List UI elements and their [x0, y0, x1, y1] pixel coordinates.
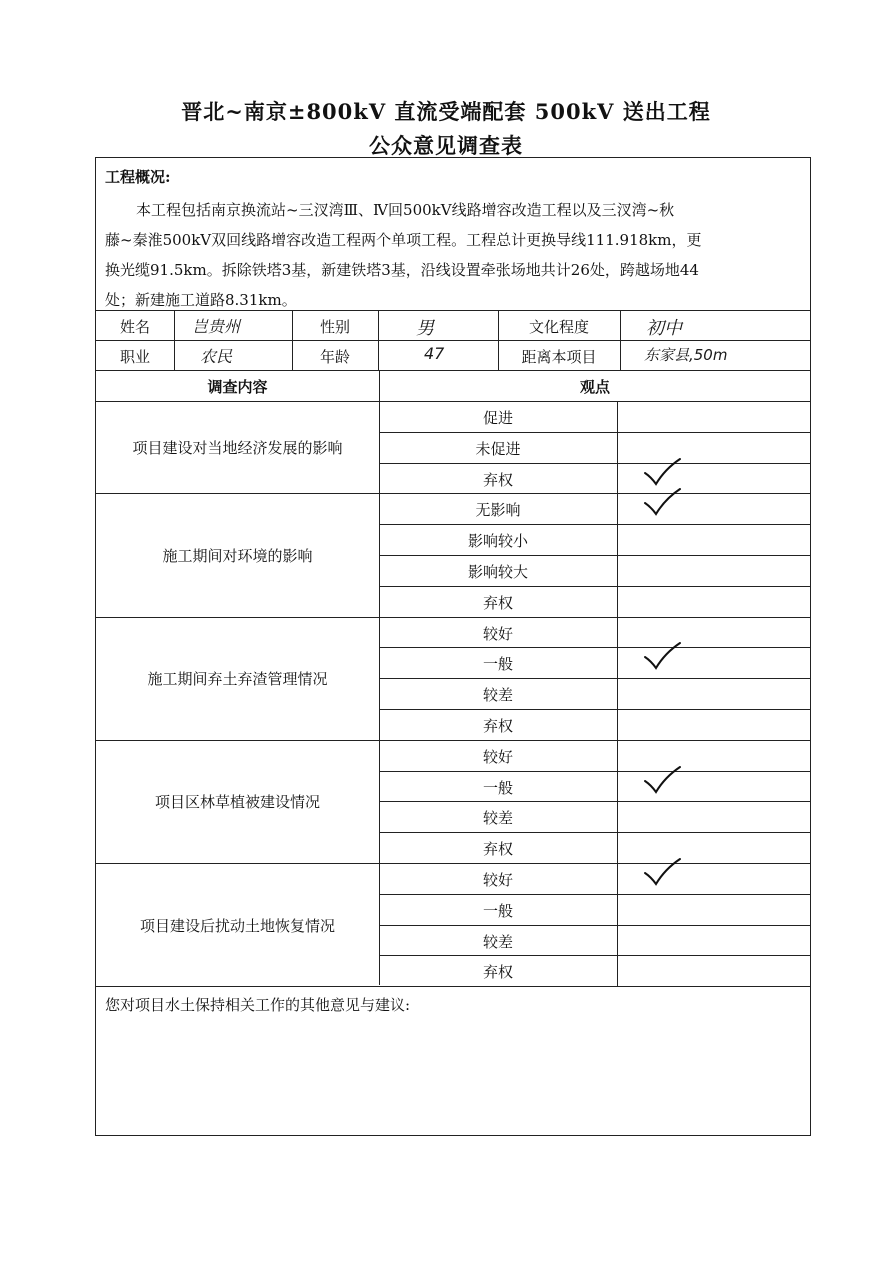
age-label: 年龄: [319, 348, 350, 366]
option-check-cell[interactable]: [617, 401, 810, 432]
question-text: 施工期间弃土弃渣管理情况: [147, 670, 328, 689]
option-check-cell[interactable]: [617, 894, 810, 925]
overview-line-4: 处；新建施工道路8.31km。: [105, 291, 297, 309]
option-label: 较好: [482, 747, 513, 766]
option-label: 弃权: [482, 470, 513, 489]
checkmark-icon: [643, 641, 683, 671]
opinion-header: 观点: [579, 378, 610, 396]
age-value: 47: [424, 344, 445, 363]
question-text: 施工期间对环境的影响: [162, 547, 313, 565]
option-label: 促进: [482, 409, 513, 427]
question-text: 项目建设对当地经济发展的影响: [132, 439, 343, 458]
checkmark-icon: [643, 857, 683, 887]
option-label: 较差: [482, 809, 513, 828]
checkmark-icon: [643, 765, 683, 795]
occupation-value: 农民: [200, 347, 233, 366]
option-check-cell[interactable]: [617, 586, 810, 617]
name-value: 岂贵州: [192, 317, 241, 336]
option-check-cell[interactable]: [617, 925, 810, 956]
overview-line-3: 换光缆91.5km。拆除铁塔3基，新建铁塔3基，沿线设置牵张场地共计26处，跨越场地44: [105, 261, 699, 279]
gender-label: 性别: [319, 318, 350, 336]
form-subtitle: 公众意见调查表: [369, 133, 523, 158]
comments-label: 您对项目水土保持相关工作的其他意见与建议:: [105, 996, 411, 1014]
option-check-cell[interactable]: [617, 801, 810, 832]
option-label: 较差: [482, 686, 513, 705]
option-label: 弃权: [482, 593, 513, 612]
comments-area[interactable]: [105, 1018, 800, 1128]
option-label: 未促进: [475, 439, 521, 458]
option-label: 弃权: [482, 963, 513, 982]
distance-value: 东家县,50m: [644, 346, 728, 364]
gender-value: 男: [416, 318, 434, 339]
option-check-cell[interactable]: [617, 555, 810, 586]
option-label: 一般: [482, 655, 513, 674]
option-label: 较好: [482, 871, 513, 889]
education-value: 初中: [646, 318, 682, 339]
overview-line-1: 本工程包括南京换流站~三汊湾Ⅲ、Ⅳ回500kV线路增容改造工程以及三汊湾~秋: [136, 201, 675, 219]
option-check-cell[interactable]: [617, 709, 810, 740]
option-label: 较差: [482, 932, 513, 951]
name-label: 姓名: [119, 318, 150, 336]
option-label: 影响较大: [467, 563, 528, 581]
form-title: 晋北~南京±800kV 直流受端配套 500kV 送出工程: [181, 99, 711, 124]
survey-table: [95, 157, 811, 1136]
option-label: 无影响: [475, 501, 521, 520]
option-label: 一般: [482, 901, 513, 920]
overview-label: 工程概况:: [105, 168, 171, 186]
option-label: 较好: [482, 624, 513, 643]
education-label: 文化程度: [528, 318, 589, 336]
content-header: 调查内容: [207, 378, 268, 396]
option-label: 弃权: [482, 840, 513, 859]
option-check-cell[interactable]: [617, 678, 810, 709]
distance-label: 距离本项目: [521, 348, 597, 366]
option-check-cell[interactable]: [617, 955, 810, 986]
overview-line-2: 藤~秦淮500kV双回线路增容改造工程两个单项工程。工程总计更换导线111.918km，更: [105, 231, 702, 249]
option-label: 一般: [482, 778, 513, 797]
option-label: 影响较小: [467, 532, 528, 551]
checkmark-icon: [643, 487, 683, 517]
question-text: 项目建设后扰动土地恢复情况: [139, 916, 335, 935]
occupation-label: 职业: [119, 348, 150, 366]
option-label: 弃权: [482, 717, 513, 735]
question-text: 项目区林草植被建设情况: [154, 793, 320, 812]
checkmark-icon: [643, 457, 683, 487]
option-check-cell[interactable]: [617, 524, 810, 555]
